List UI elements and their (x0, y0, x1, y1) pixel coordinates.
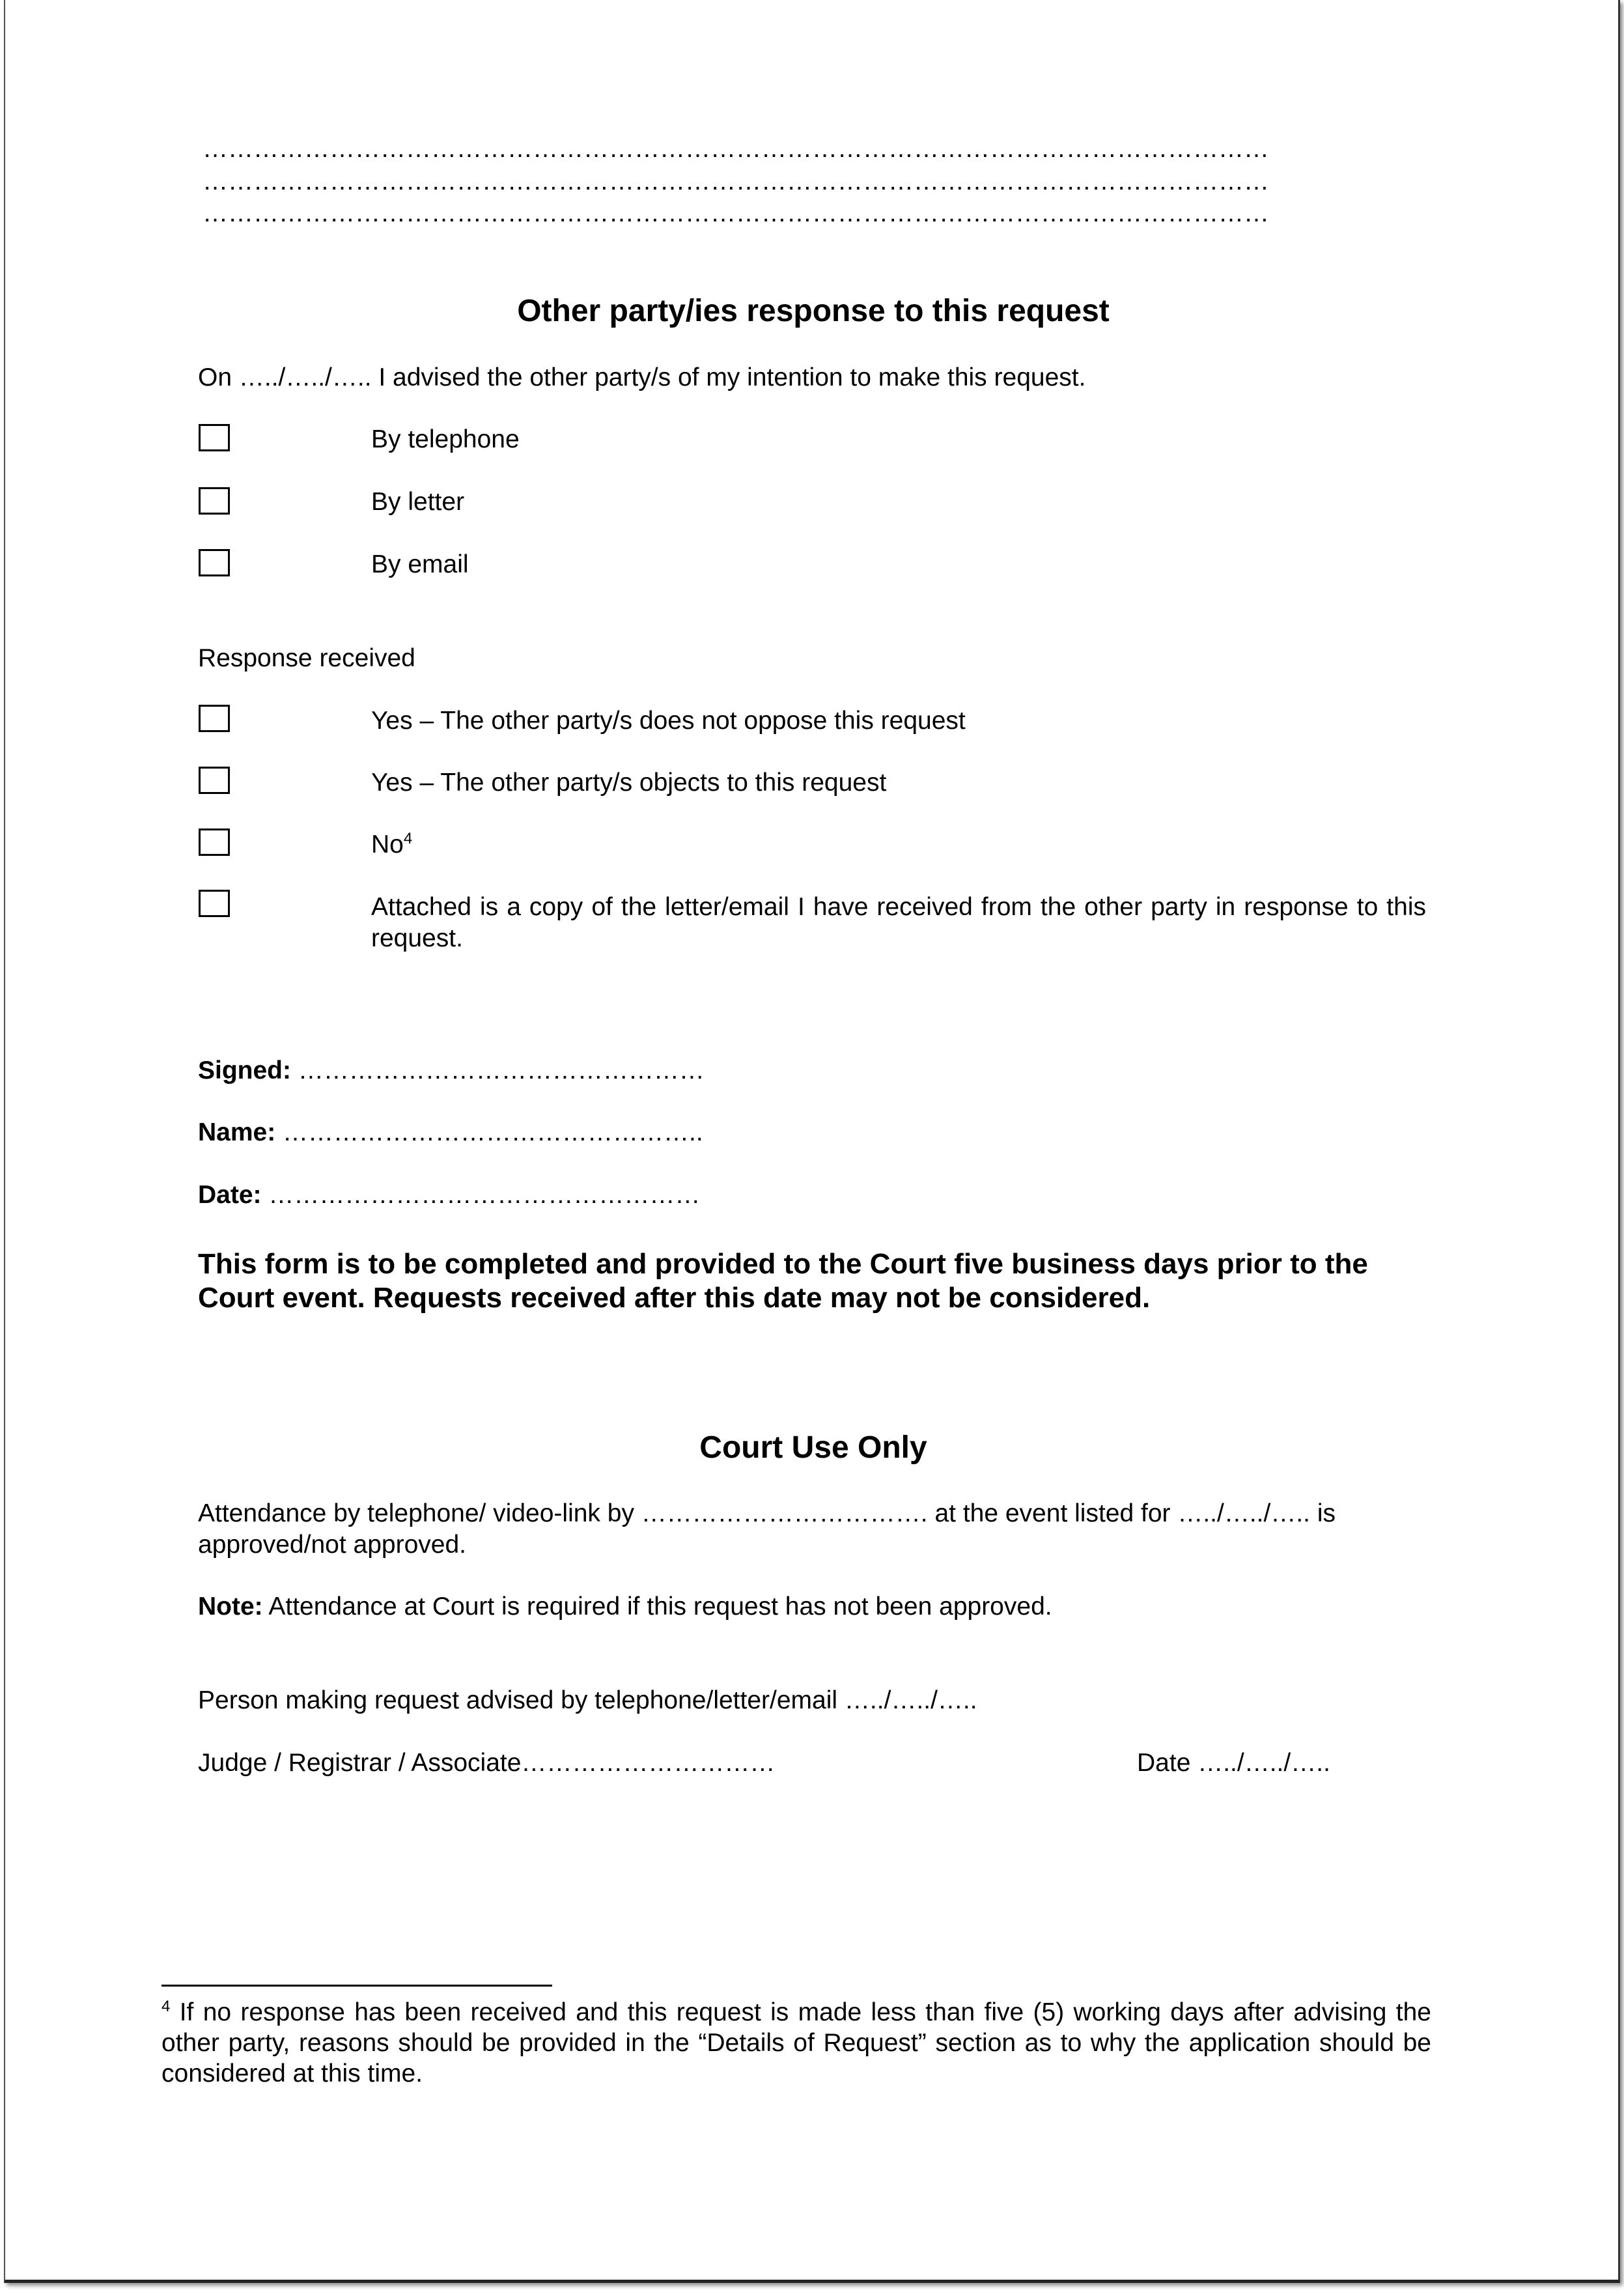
label-objects: Yes – The other party/s objects to this request (371, 769, 887, 797)
dotted-line: ……………………………………………………………………………………………………………… (203, 167, 1269, 195)
footnote (161, 1997, 1431, 2089)
name-line: Name: ………………………………………….. (198, 1118, 703, 1146)
attendance-statement: Attendance by telephone/ video-link by ……………………………. at the event listed for …../…../….. is approved/not approved. (198, 1499, 1336, 1559)
dotted-line: ……………………………………………………………………………………………………………… (203, 199, 1269, 227)
footnote-text: If no response has been received and this request is made less than five (5) working days after advising the other party, reasons should be provided in the “Details of Request” section as to why the application should be considered at this time. (161, 1998, 1431, 2088)
section-heading-court-use: Court Use Only (699, 1430, 927, 1465)
submission-notice: This form is to be completed and provided to the Court five business days prior to the Court event. Requests received after this date may not be considered. (198, 1248, 1368, 1314)
response-received-label: Response received (198, 644, 415, 672)
advised-intro: On …../…../….. I advised the other party/s of my intention to make this request. (198, 363, 1086, 391)
signed-line: Signed: ………………………………………… (198, 1056, 705, 1084)
dotted-line: ……………………………………………………………………………………………………………… (203, 135, 1269, 163)
label-by-email: By email (371, 550, 469, 578)
label-not-oppose: Yes – The other party/s does not oppose this request (371, 707, 966, 735)
note-line: Note: Attendance at Court is required if this request has not been approved. (198, 1593, 1052, 1621)
footnote-divider (161, 1985, 552, 1987)
section-heading-response: Other party/ies response to this request (517, 294, 1110, 328)
checkbox-no[interactable] (199, 828, 230, 856)
checkbox-by-telephone[interactable] (199, 424, 230, 451)
label-no: No$^4$ (371, 830, 413, 858)
footnote-number: 4 (161, 1998, 171, 2015)
label-attached: Attached is a copy of the letter/email I have received from the other party in response to this request. (371, 893, 1426, 952)
checkbox-attached[interactable] (199, 890, 230, 917)
checkbox-by-letter[interactable] (199, 487, 230, 515)
checkbox-objects[interactable] (199, 767, 230, 794)
judge-date-line: Date …../…../….. (1137, 1749, 1330, 1777)
judge-line: Judge / Registrar / Associate………………………… (198, 1749, 776, 1777)
label-by-letter: By letter (371, 488, 465, 516)
date-line: Date: …………………………………………… (198, 1181, 701, 1209)
document-page (4, 0, 1620, 2283)
footnote-ref: 4 (403, 830, 413, 847)
checkbox-by-email[interactable] (199, 549, 230, 576)
checkbox-not-oppose[interactable] (199, 705, 230, 732)
label-by-telephone: By telephone (371, 425, 520, 453)
advised-line: Person making request advised by telephone/letter/email …../…../….. (198, 1686, 977, 1714)
